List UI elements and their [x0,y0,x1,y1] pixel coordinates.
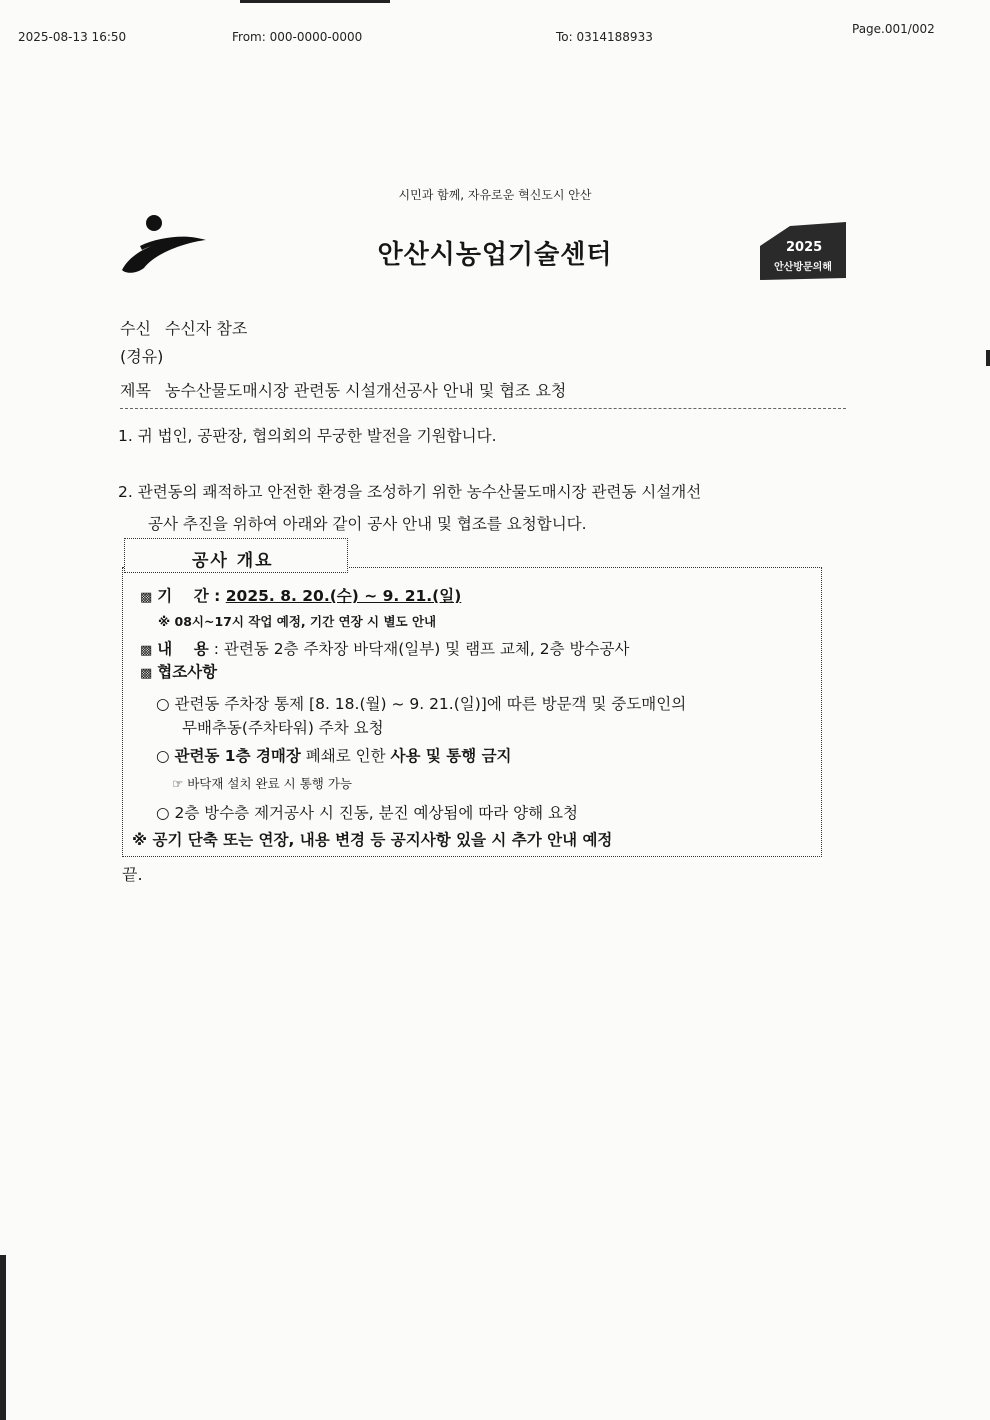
paragraph-2-line-2: 공사 추진을 위하여 아래와 같이 공사 안내 및 협조를 요청합니다. [148,515,587,533]
scan-mark [986,350,990,366]
overview-title: 공사 개요 [192,551,274,571]
coop-item-1-line-2: 무배추동(주차타워) 주차 요청 [182,719,384,737]
recipient-label: 수신 [120,319,151,338]
period-row [140,584,461,606]
square-bullet-icon: ▩ [140,643,153,658]
paragraph-2-line-1: 2. 관련동의 쾌적하고 안전한 환경을 조성하기 위한 농수산물도매시장 관련동 시설개선 [118,483,702,501]
subject-label: 제목 [120,381,151,400]
coop-item-3 [156,801,578,823]
coop-item-2-part-c: 사용 및 통행 금지 [390,747,512,765]
period-label: 기 간 [157,587,209,605]
recipient-row [120,316,247,339]
subject-divider [120,408,846,409]
circle-bullet-icon: ○ [156,695,170,713]
coop-label: 협조사항 [157,663,218,681]
content-value: : 관련동 2층 주차장 바닥재(일부) 및 램프 교체, 2층 방수공사 [208,640,630,658]
coop-item-2-part-b: 폐쇄로 인한 [300,747,391,765]
coop-item-2-note [172,774,352,792]
content-label: 내 용 [157,640,209,658]
recipient-value: 수신자 참조 [164,319,248,338]
fax-page: Page.001/002 [852,22,935,36]
notice-line: ※ 공기 단축 또는 연장, 내용 변경 등 공지사항 있을 시 추가 안내 예정 [132,831,613,849]
coop-row [140,660,217,682]
closing-mark: 끝. [122,865,143,884]
via-label: (경유) [120,347,164,366]
coop-item-1-line-1: 관련동 주차장 통제 [8. 18.(월) ~ 9. 21.(일)]에 따른 방문객 및 중도매인의 [174,695,687,713]
coop-item-3-text: 2층 방수층 제거공사 시 진동, 분진 예상됨에 따라 양해 요청 [174,804,578,822]
fax-datetime: 2025-08-13 16:50 [18,30,127,44]
visit-year-badge [760,222,846,280]
badge-text: 안산방문의해 [774,262,832,273]
period-value: 2025. 8. 20.(수) ~ 9. 21.(일) [225,587,462,605]
scan-edge-left [0,1255,6,1420]
slogan: 시민과 함께, 자유로운 혁신도시 안산 [398,188,592,202]
period-note: ※ 08시~17시 작업 예정, 기간 연장 시 별도 안내 [158,614,437,629]
coop-item-1 [156,692,686,714]
badge-year: 2025 [786,240,823,255]
coop-item-2 [156,744,512,766]
subject-row [120,378,566,401]
coop-item-2-note-text: 바닥재 설치 완료 시 통행 가능 [187,776,352,791]
content-row [140,637,629,659]
scan-edge-line [240,0,390,3]
period-sep: : [208,587,226,605]
circle-bullet-icon: ○ [156,747,170,765]
square-bullet-icon: ▩ [140,666,153,681]
subject-value: 농수산물도매시장 관련동 시설개선공사 안내 및 협조 요청 [164,381,567,400]
hand-pointer-icon: ☞ [172,776,184,791]
fax-to: To: 0314188933 [556,30,653,44]
org-name: 안산시농업기술센터 [377,240,613,270]
square-bullet-icon: ▩ [140,590,153,605]
circle-bullet-icon: ○ [156,804,170,822]
paragraph-1: 1. 귀 법인, 공판장, 협의회의 무궁한 발전을 기원합니다. [118,427,497,445]
fax-from: From: 000-0000-0000 [232,30,363,44]
coop-item-2-part-a: 관련동 1층 경매장 [174,747,301,765]
